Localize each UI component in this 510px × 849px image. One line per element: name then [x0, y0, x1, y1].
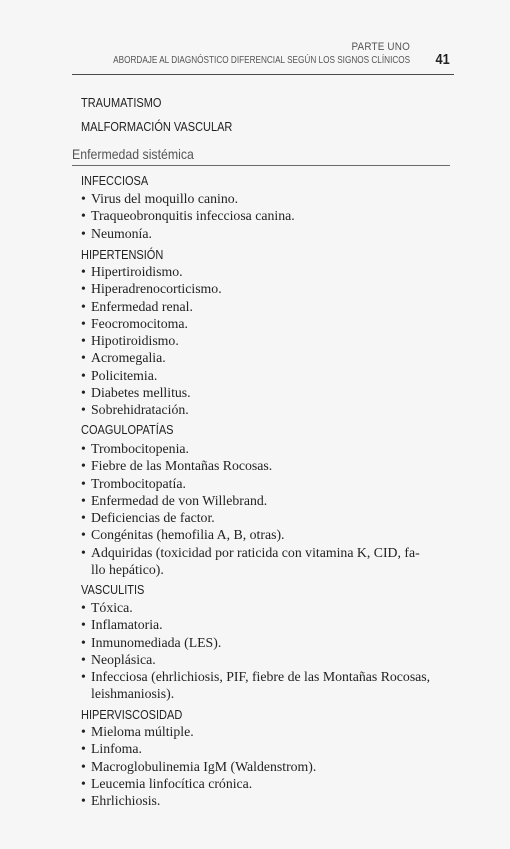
- list-item: • Acromegalia.: [81, 350, 166, 366]
- list-item: • Neumonía.: [81, 225, 152, 241]
- list-item: • Hipotiroidismo.: [81, 333, 179, 349]
- bullet-icon: •: [81, 741, 86, 757]
- list-item: • Sobrehidratación.: [81, 402, 189, 418]
- part-label: PARTE UNO: [351, 41, 410, 53]
- bullet-icon: •: [81, 475, 86, 491]
- group-heading-hipertension: HIPERTENSIÓN: [81, 248, 164, 262]
- page-header: [72, 40, 454, 75]
- bullet-icon: •: [81, 724, 86, 739]
- list-item: • Trombocitopenia.: [81, 441, 189, 456]
- list-item: • Hipertiroidismo.: [81, 264, 183, 279]
- section-title: [72, 146, 450, 166]
- group-heading-coagulopatias: COAGULOPATÍAS: [81, 423, 174, 437]
- bullet-icon: •: [81, 402, 86, 418]
- list-item: • Deficiencias de factor.: [81, 510, 215, 526]
- bullet-icon: •: [81, 527, 86, 543]
- list-item: • Ehrlichiosis.: [81, 793, 161, 809]
- list-item: • Traqueobronquitis infecciosa canina.: [81, 208, 295, 224]
- bullet-icon: •: [81, 600, 86, 615]
- heading-malformacion-vascular: MALFORMACIÓN VASCULAR: [81, 120, 233, 134]
- bullet-icon: •: [81, 225, 86, 241]
- bullet-icon: •: [81, 617, 86, 633]
- bullet-icon: •: [81, 544, 86, 560]
- list-item: • Enfermedad de von Willebrand.: [81, 492, 268, 508]
- list-item: • Inmunomediada (LES).: [81, 634, 222, 650]
- list-item: • Macroglobulinemia IgM (Waldenstrom).: [81, 758, 317, 774]
- bullet-icon: •: [81, 669, 86, 685]
- bullet-icon: •: [81, 793, 86, 809]
- bullet-icon: •: [81, 208, 86, 224]
- list-item: • Adquiridas (toxicidad por raticida con vitamina K, CID, fa-: [81, 544, 420, 560]
- bullet-icon: •: [81, 333, 86, 349]
- bullet-icon: •: [81, 758, 86, 774]
- list-item: • Policitemia.: [81, 367, 158, 383]
- list-item: • Trombocitopatía.: [81, 475, 186, 491]
- list-hipertension: [81, 263, 453, 419]
- list-coagulopatias: [81, 440, 453, 578]
- list-item-continuation: llo hepático).: [91, 562, 164, 578]
- bullet-icon: •: [81, 634, 86, 650]
- list-item: • Linfoma.: [81, 741, 142, 757]
- page-number: 41: [435, 51, 450, 68]
- group-heading-infecciosa: INFECCIOSA: [81, 174, 149, 188]
- bullet-icon: •: [81, 350, 86, 366]
- bullet-icon: •: [81, 367, 86, 383]
- section-title-text: Enfermedad sistémica: [72, 146, 194, 162]
- chapter-subtitle: ABORDAJE AL DIAGNÓSTICO DIFERENCIAL SEGÚN LOS SIGNOS CLÍNICOS: [113, 55, 410, 66]
- bullet-icon: •: [81, 264, 86, 279]
- list-item: • Inflamatoria.: [81, 617, 163, 633]
- list-item: • Fiebre de las Montañas Rocosas.: [81, 458, 273, 474]
- list-item: • Mieloma múltiple.: [81, 724, 194, 739]
- list-infecciosa: [81, 190, 453, 242]
- bullet-icon: •: [81, 775, 86, 791]
- list-item: • Enfermedad renal.: [81, 298, 193, 314]
- list-item: • Virus del moquillo canino.: [81, 191, 239, 206]
- group-heading-vasculitis: VASCULITIS: [81, 583, 145, 597]
- list-item-continuation: leishmaniosis).: [91, 686, 175, 702]
- list-hiperviscosidad: [81, 723, 453, 809]
- bullet-icon: •: [81, 315, 86, 331]
- bullet-icon: •: [81, 492, 86, 508]
- bullet-icon: •: [81, 298, 86, 314]
- list-item: • Tóxica.: [81, 600, 133, 615]
- heading-traumatismo: TRAUMATISMO: [81, 96, 162, 110]
- bullet-icon: •: [81, 441, 86, 456]
- bullet-icon: •: [81, 651, 86, 667]
- list-vasculitis: [81, 599, 453, 703]
- group-heading-hiperviscosidad: HIPERVISCOSIDAD: [81, 708, 183, 722]
- list-item: • Leucemia linfocítica crónica.: [81, 775, 253, 791]
- list-item: • Neoplásica.: [81, 651, 156, 667]
- list-item: • Infecciosa (ehrlichiosis, PIF, fiebre de las Montañas Rocosas,: [81, 669, 431, 685]
- list-item: • Hiperadrenocorticismo.: [81, 281, 222, 297]
- bullet-icon: •: [81, 191, 86, 206]
- bullet-icon: •: [81, 385, 86, 401]
- list-item: • Diabetes mellitus.: [81, 385, 191, 401]
- list-item: • Feocromocitoma.: [81, 315, 188, 331]
- bullet-icon: •: [81, 510, 86, 526]
- bullet-icon: •: [81, 281, 86, 297]
- list-item: • Congénitas (hemofilia A, B, otras).: [81, 527, 285, 543]
- bullet-icon: •: [81, 458, 86, 474]
